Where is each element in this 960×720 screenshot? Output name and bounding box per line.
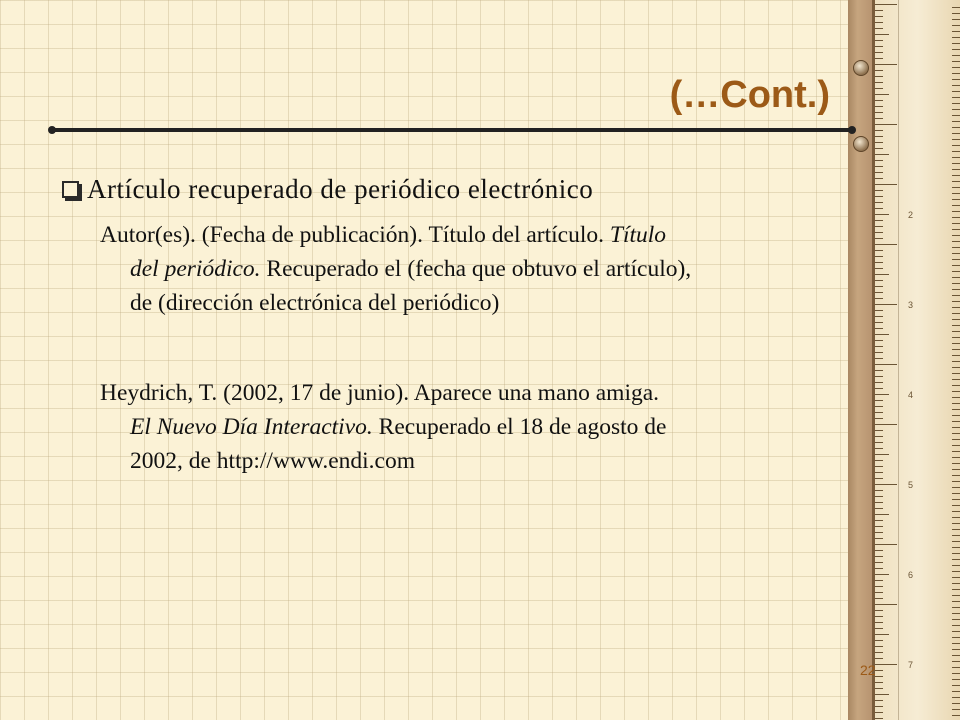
ruler-tick [952, 475, 960, 476]
ruler-tick [875, 214, 889, 215]
page-number: 22 [860, 662, 876, 678]
ruler-tick [875, 508, 883, 509]
example-paragraph [100, 376, 900, 478]
ruler-tick [875, 202, 883, 203]
ruler-tick [952, 373, 960, 374]
ruler-tick [875, 526, 883, 527]
ruler-tick [875, 640, 883, 641]
ruler-tick [875, 130, 883, 131]
ruler-tick [875, 178, 883, 179]
ruler-tick [875, 340, 883, 341]
ruler-tick [952, 493, 960, 494]
ruler-tick [952, 19, 960, 20]
ruler-tick [952, 595, 960, 596]
ruler-tick [952, 649, 960, 650]
ruler-tick [952, 559, 960, 560]
ruler-tick [875, 538, 883, 539]
ruler-tick [952, 367, 960, 368]
ruler-tick [952, 55, 960, 56]
ruler-tick [952, 343, 960, 344]
ruler-tick [952, 439, 960, 440]
ruler-tick [952, 289, 960, 290]
checkbox-bullet-icon [62, 181, 79, 198]
ruler-tick [952, 259, 960, 260]
example-line-3: 2002, de http://www.endi.com [130, 448, 416, 474]
ruler-tick [952, 301, 960, 302]
ruler-tick [952, 37, 960, 38]
ruler-tick [875, 670, 883, 671]
ruler-tick [875, 118, 883, 119]
ruler-tick [875, 604, 897, 605]
ruler-tick [952, 511, 960, 512]
ruler-tick [875, 88, 883, 89]
ruler-tick [875, 370, 883, 371]
ruler-tick [952, 697, 960, 698]
ruler-tick [875, 688, 883, 689]
ruler-tick [875, 172, 883, 173]
ruler-tick [875, 46, 883, 47]
ruler-tick [952, 187, 960, 188]
ruler-tick [875, 586, 883, 587]
ruler-tick [952, 253, 960, 254]
ruler-tick [952, 601, 960, 602]
ruler-tick [952, 127, 960, 128]
ruler-tick [952, 637, 960, 638]
format-line-1 [100, 218, 900, 252]
ruler-tick [875, 16, 883, 17]
ruler-tick [875, 82, 883, 83]
ruler-tick [875, 484, 897, 485]
ruler-tick [952, 661, 960, 662]
ruler-tick [875, 40, 883, 41]
example-line-2-italic: El Nuevo Día Interactivo. [130, 414, 373, 440]
ruler-tick [875, 562, 883, 563]
ruler-tick [952, 355, 960, 356]
ruler-number: 6 [908, 570, 914, 580]
ruler-number: 4 [908, 390, 914, 400]
ruler-tick [952, 457, 960, 458]
ruler-tick [952, 379, 960, 380]
ruler-tick [952, 409, 960, 410]
ruler-tick [952, 523, 960, 524]
screw-icon [853, 60, 869, 76]
ruler-tick [875, 478, 883, 479]
ruler-tick [952, 13, 960, 14]
ruler-tick [952, 295, 960, 296]
ruler-tick [875, 664, 897, 665]
ruler-tick [875, 10, 883, 11]
ruler-tick [952, 175, 960, 176]
ruler-tick [875, 556, 883, 557]
ruler-tick [875, 22, 883, 23]
ruler-tick [875, 58, 883, 59]
format-line-1-text: Autor(es). (Fecha de publicación). Título del artículo. [100, 222, 604, 248]
ruler-tick [952, 685, 960, 686]
ruler-tick [875, 496, 883, 497]
ruler-tick [875, 154, 889, 155]
ruler-tick [952, 223, 960, 224]
ruler-tick [875, 190, 883, 191]
ruler-tick [952, 619, 960, 620]
ruler-tick [952, 553, 960, 554]
format-line-2-italic: del periódico. [130, 256, 261, 282]
ruler-tick [952, 157, 960, 158]
ruler-tick [875, 76, 883, 77]
ruler-tick [875, 52, 883, 53]
ruler-tick [952, 361, 960, 362]
ruler-tick [952, 709, 960, 710]
ruler-tick [952, 121, 960, 122]
ruler-tick [952, 73, 960, 74]
ruler-tick [875, 136, 883, 137]
ruler-tick [875, 328, 883, 329]
ruler-tick [952, 277, 960, 278]
ruler-tick [952, 163, 960, 164]
ruler-tick [875, 544, 897, 545]
ruler-tick [952, 427, 960, 428]
slide-title: (…Cont.) [669, 74, 830, 116]
ruler-tick [952, 205, 960, 206]
format-line-3: de (dirección electrónica del periódico) [130, 290, 500, 316]
section-heading: Artículo recuperado de periódico electrónico [87, 174, 594, 204]
ruler-tick [952, 679, 960, 680]
example-line-1: Heydrich, T. (2002, 17 de junio). Aparece una mano amiga. [100, 380, 660, 406]
divider-dot-left [48, 126, 56, 134]
ruler-tick [952, 577, 960, 578]
ruler-tick [952, 703, 960, 704]
ruler-tick [952, 403, 960, 404]
ruler-tick [952, 7, 960, 8]
ruler-tick [875, 4, 897, 5]
ruler-tick [875, 676, 883, 677]
ruler-tick [952, 421, 960, 422]
ruler-tick [875, 358, 883, 359]
ruler-tick [952, 499, 960, 500]
ruler-tick [952, 313, 960, 314]
ruler-tick [952, 445, 960, 446]
ruler-tick [952, 607, 960, 608]
ruler-tick [952, 61, 960, 62]
ruler-tick [952, 613, 960, 614]
ruler-tick [952, 589, 960, 590]
ruler-tick [875, 634, 889, 635]
ruler-tick [875, 148, 883, 149]
ruler-tick [952, 319, 960, 320]
ruler-tick [875, 706, 883, 707]
ruler-tick [952, 349, 960, 350]
ruler-tick [875, 694, 889, 695]
ruler-tick [875, 598, 883, 599]
ruler-tick [952, 625, 960, 626]
ruler-tick [875, 682, 883, 683]
ruler-tick [875, 166, 883, 167]
ruler-tick [875, 574, 889, 575]
divider-dot-right [848, 126, 856, 134]
ruler-tick [952, 211, 960, 212]
ruler-tick [952, 49, 960, 50]
ruler-tick [875, 346, 883, 347]
ruler-number: 3 [908, 300, 914, 310]
ruler-tick [875, 334, 889, 335]
ruler-tick [952, 469, 960, 470]
ruler-tick [952, 529, 960, 530]
ruler-tick [952, 517, 960, 518]
ruler-tick [875, 718, 883, 719]
ruler-tick [952, 541, 960, 542]
example-line-2-text: Recuperado el 18 de agosto de [372, 414, 667, 440]
ruler-tick [952, 229, 960, 230]
ruler-tick [952, 715, 960, 716]
ruler-tick [952, 103, 960, 104]
format-line-2 [100, 252, 900, 286]
ruler-tick [952, 463, 960, 464]
ruler-tick [952, 241, 960, 242]
ruler-tick [952, 247, 960, 248]
ruler-tick [952, 535, 960, 536]
ruler-tick [875, 646, 883, 647]
ruler-tick [952, 481, 960, 482]
ruler-tick [875, 34, 889, 35]
ruler-tick [875, 124, 897, 125]
ruler-tick [875, 592, 883, 593]
ruler-tick [875, 106, 883, 107]
format-paragraph [100, 218, 900, 320]
ruler-tick [875, 712, 883, 713]
ruler-tick [875, 580, 883, 581]
ruler-tick [952, 325, 960, 326]
ruler-tick [952, 307, 960, 308]
ruler-tick [875, 532, 883, 533]
ruler-tick [952, 631, 960, 632]
ruler-tick [952, 181, 960, 182]
ruler-tick [952, 31, 960, 32]
ruler-tick [875, 64, 897, 65]
ruler-tick [952, 217, 960, 218]
example-line-2 [100, 410, 900, 444]
ruler-tick [952, 145, 960, 146]
ruler-tick [952, 91, 960, 92]
ruler-tick [952, 385, 960, 386]
ruler-tick [952, 673, 960, 674]
ruler-tick [875, 184, 897, 185]
title-divider-line [52, 128, 852, 132]
format-line-2-text: Recuperado el (fecha que obtuvo el artículo), [260, 256, 692, 282]
format-line-1-italic: Título [609, 222, 667, 248]
ruler-tick [952, 337, 960, 338]
bullet-heading-row [62, 174, 593, 205]
ruler-tick [875, 514, 889, 515]
ruler-tick [952, 487, 960, 488]
ruler-tick [952, 115, 960, 116]
ruler-tick [952, 199, 960, 200]
ruler-tick [952, 283, 960, 284]
ruler-tick [875, 700, 883, 701]
ruler-tick [952, 109, 960, 110]
ruler-tick [952, 265, 960, 266]
ruler-tick [952, 433, 960, 434]
ruler-tick [952, 547, 960, 548]
ruler-tick [875, 520, 883, 521]
screw-icon [853, 136, 869, 152]
ruler-number: 7 [908, 660, 914, 670]
ruler-tick [952, 571, 960, 572]
ruler-tick [952, 667, 960, 668]
ruler-tick [875, 352, 883, 353]
ruler-tick [875, 502, 883, 503]
ruler-number: 5 [908, 480, 914, 490]
ruler-tick [952, 97, 960, 98]
ruler-tick [952, 565, 960, 566]
ruler-tick [952, 643, 960, 644]
ruler-number: 2 [908, 210, 914, 220]
ruler-tick [875, 142, 883, 143]
ruler-tick [875, 616, 883, 617]
ruler-tick [875, 610, 883, 611]
ruler-decoration [848, 0, 960, 720]
ruler-tick [952, 139, 960, 140]
ruler-tick [952, 43, 960, 44]
ruler-tick [952, 25, 960, 26]
ruler-tick [952, 151, 960, 152]
ruler-tick [952, 583, 960, 584]
ruler-tick [875, 100, 883, 101]
ruler-tick [952, 415, 960, 416]
ruler-tick [875, 196, 883, 197]
ruler-tick [875, 208, 883, 209]
ruler-tick [952, 691, 960, 692]
ruler-tick [952, 331, 960, 332]
ruler-tick [952, 67, 960, 68]
ruler-tick [875, 28, 883, 29]
ruler-tick [875, 364, 897, 365]
ruler-tick [952, 451, 960, 452]
ruler-stripe [898, 0, 899, 720]
ruler-tick [875, 112, 883, 113]
ruler-face [875, 0, 960, 720]
ruler-tick [875, 490, 883, 491]
ruler-tick [952, 169, 960, 170]
ruler-tick [952, 391, 960, 392]
ruler-tick [875, 622, 883, 623]
ruler-tick [875, 94, 889, 95]
ruler-wood-strip [848, 0, 872, 720]
ruler-tick [875, 628, 883, 629]
ruler-tick [952, 655, 960, 656]
ruler-tick [952, 397, 960, 398]
ruler-tick [952, 133, 960, 134]
ruler-tick [952, 79, 960, 80]
ruler-tick [875, 568, 883, 569]
ruler-tick [952, 235, 960, 236]
ruler-tick [952, 505, 960, 506]
ruler-tick [875, 160, 883, 161]
ruler-tick [952, 193, 960, 194]
ruler-tick [875, 70, 883, 71]
ruler-tick [875, 652, 883, 653]
ruler-tick [875, 658, 883, 659]
ruler-tick [952, 271, 960, 272]
ruler-tick [952, 85, 960, 86]
ruler-tick [875, 550, 883, 551]
ruler-tick [875, 322, 883, 323]
